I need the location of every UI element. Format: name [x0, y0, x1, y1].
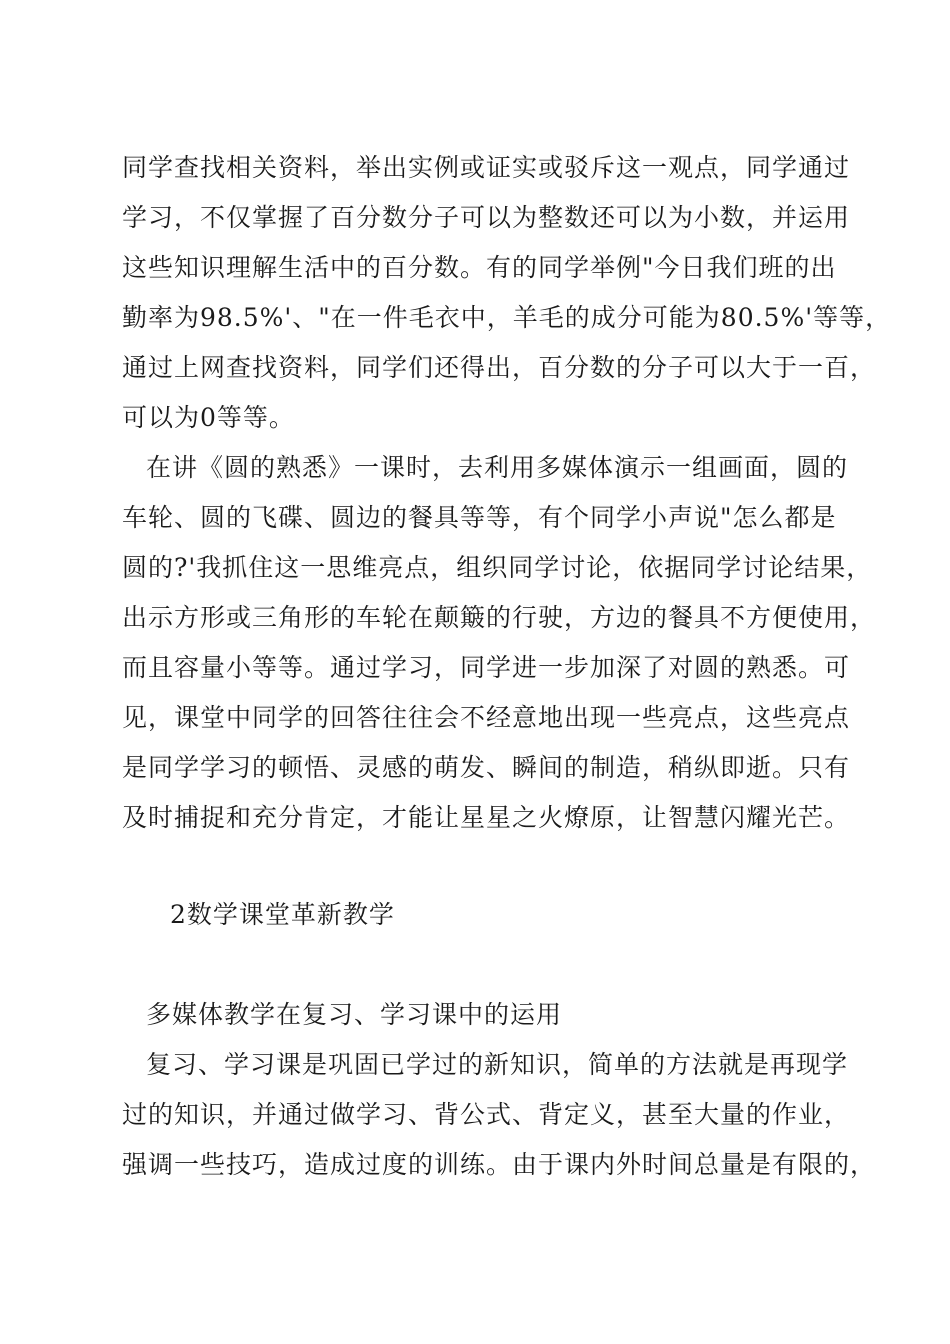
- section-heading: 2数学课堂革新教学: [170, 900, 395, 929]
- paragraph-2-line-1: 在讲《圆的熟悉》一课时，去利用多媒体演示一组画面，圆的: [146, 453, 849, 482]
- paragraph-3-line-3: 强调一些技巧，造成过度的训练。由于课内外时间总量是有限的，: [122, 1150, 877, 1179]
- paragraph-1-line-3: 这些知识理解生活中的百分数。有的同学举例"今日我们班的出: [122, 253, 837, 282]
- paragraph-1-line-6: 可以为0等等。: [122, 403, 295, 432]
- subheading: 多媒体教学在复习、学习课中的运用: [146, 1000, 563, 1029]
- paragraph-1-line-5: 通过上网查找资料，同学们还得出，百分数的分子可以大于一百，: [122, 353, 877, 382]
- paragraph-2-line-8: 及时捕捉和充分肯定，才能让星星之火燎原，让智慧闪耀光芒。: [122, 803, 851, 832]
- paragraph-2-line-2: 车轮、圆的飞碟、圆边的餐具等等，有个同学小声说"怎么都是: [122, 503, 837, 532]
- paragraph-1-line-1: 同学查找相关资料，举出实例或证实或驳斥这一观点，同学通过: [122, 153, 851, 182]
- paragraph-1-line-2: 学习，不仅掌握了百分数分子可以为整数还可以为小数，并运用: [122, 203, 851, 232]
- paragraph-1-line-4: 勤率为98.5%'、"在一件毛衣中，羊毛的成分可能为80.5%'等等，: [122, 303, 892, 332]
- paragraph-2-line-7: 是同学学习的顿悟、灵感的萌发、瞬间的制造，稍纵即逝。只有: [122, 753, 851, 782]
- paragraph-3-line-2: 过的知识，并通过做学习、背公式、背定义，甚至大量的作业，: [122, 1100, 851, 1129]
- paragraph-2-line-6: 见，课堂中同学的回答往往会不经意地出现一些亮点，这些亮点: [122, 703, 851, 732]
- paragraph-2-line-5: 而且容量小等等。通过学习，同学进一步加深了对圆的熟悉。可: [122, 653, 851, 682]
- paragraph-2-line-3: 圆的?'我抓住这一思维亮点，组织同学讨论，依据同学讨论结果，: [122, 553, 873, 582]
- paragraph-2-line-4: 出示方形或三角形的车轮在颠簸的行驶，方边的餐具不方便使用，: [122, 603, 877, 632]
- paragraph-3-line-1: 复习、学习课是巩固已学过的新知识，简单的方法就是再现学: [146, 1050, 849, 1079]
